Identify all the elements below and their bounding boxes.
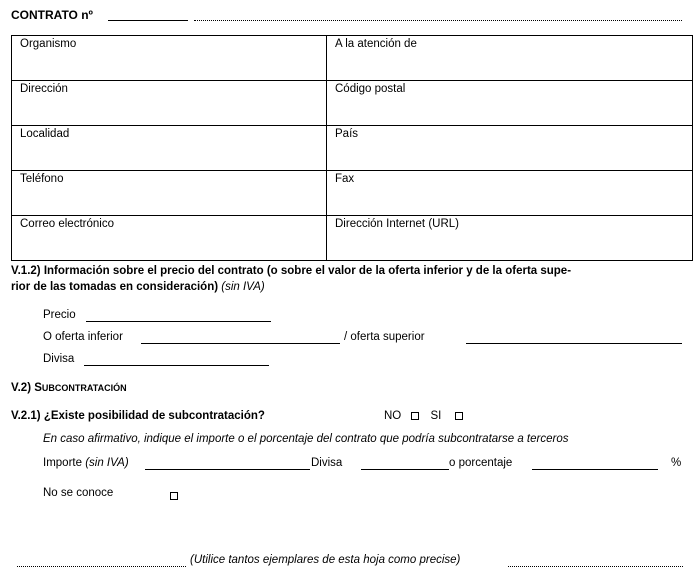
no-checkbox[interactable]: [411, 412, 419, 420]
contract-number-label: CONTRATO nº: [11, 8, 93, 22]
subcontract-heading-initial: S: [34, 382, 42, 394]
table-row: [12, 216, 693, 261]
price-section-heading-line2: [11, 281, 265, 293]
price-section-heading-line1: V.1.2) Información sobre el precio del contrato (o sobre el valor de la oferta inferior y de la oferta supe-: [11, 265, 572, 277]
oferta-superior-field[interactable]: [466, 343, 682, 344]
subcontract-heading-prefix: V.2): [11, 382, 32, 394]
divisa-label: Divisa: [43, 353, 75, 365]
atencion-cell[interactable]: A la atención de: [327, 36, 693, 81]
subcontract-section-heading: [11, 382, 127, 394]
correo-cell[interactable]: Correo electrónico: [12, 216, 327, 261]
precio-label: Precio: [43, 309, 76, 321]
subcontract-answer-group: [384, 410, 463, 422]
organismo-cell[interactable]: Organismo: [12, 36, 327, 81]
footer-dotted-right: [508, 566, 683, 567]
oferta-inferior-field[interactable]: [141, 343, 340, 344]
telefono-cell[interactable]: Teléfono: [12, 171, 327, 216]
divisa-field[interactable]: [84, 365, 269, 366]
direccion-cell[interactable]: Dirección: [12, 81, 327, 126]
footer-dotted-left: [17, 566, 186, 567]
table-row: [12, 81, 693, 126]
pais-cell[interactable]: País: [327, 126, 693, 171]
table-row: [12, 171, 693, 216]
porcentaje-label: o porcentaje: [449, 457, 513, 469]
subcontract-hint: En caso afirmativo, indique el importe o el porcentaje del contrato que podría subcontratarse a terceros: [43, 433, 569, 445]
no-label: NO: [384, 410, 402, 422]
subcontract-heading-rest: UBCONTRATACIÓN: [41, 383, 127, 393]
fax-cell[interactable]: Fax: [327, 171, 693, 216]
importe-note: (sin IVA): [85, 457, 129, 469]
table-row: [12, 126, 693, 171]
localidad-cell[interactable]: Localidad: [12, 126, 327, 171]
contract-title-dotted-line[interactable]: [194, 20, 682, 21]
importe-field[interactable]: [145, 469, 310, 470]
price-section-heading-bold: rior de las tomadas en consideración): [11, 281, 219, 293]
precio-field[interactable]: [86, 321, 271, 322]
contact-info-table: [11, 35, 693, 261]
subcontract-question: V.2.1) ¿Existe posibilidad de subcontratación?: [11, 410, 265, 422]
si-label: SI: [430, 410, 442, 422]
subcontract-divisa-label: Divisa: [311, 457, 343, 469]
url-cell[interactable]: Dirección Internet (URL): [327, 216, 693, 261]
importe-label-group: [43, 457, 129, 469]
subcontract-divisa-field[interactable]: [361, 469, 449, 470]
contract-number-field[interactable]: [108, 20, 188, 21]
codigo-postal-cell[interactable]: Código postal: [327, 81, 693, 126]
importe-label: Importe: [43, 457, 82, 469]
oferta-inferior-label: O oferta inferior: [43, 331, 123, 343]
percent-sign: %: [671, 457, 682, 469]
oferta-superior-label: / oferta superior: [344, 331, 425, 343]
si-checkbox[interactable]: [455, 412, 463, 420]
no-se-conoce-checkbox[interactable]: [170, 492, 178, 500]
no-se-conoce-label: No se conoce: [43, 487, 114, 499]
porcentaje-field[interactable]: [532, 469, 658, 470]
footer-note: (Utilice tantos ejemplares de esta hoja como precise): [190, 554, 461, 566]
price-section-heading-note: (sin IVA): [221, 281, 265, 293]
table-row: [12, 36, 693, 81]
